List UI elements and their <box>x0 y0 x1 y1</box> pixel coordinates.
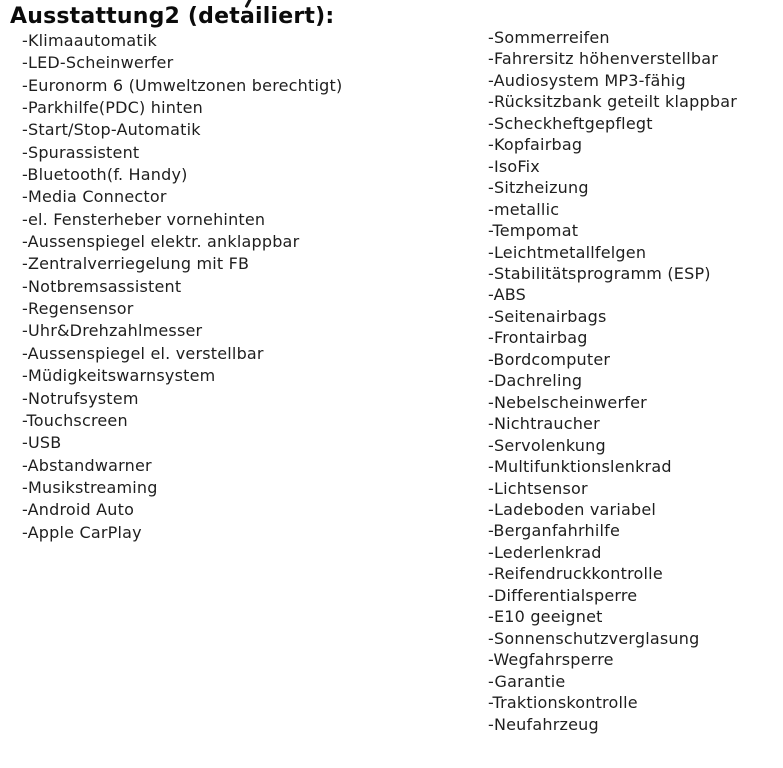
equipment-list-left <box>22 30 342 544</box>
equipment-item: -Parkhilfe(PDC) hinten <box>22 98 203 118</box>
equipment-item: -Fahrersitz höhenverstellbar <box>488 49 719 69</box>
equipment-item: -Sommerreifen <box>488 28 610 47</box>
equipment-item: -Frontairbag <box>488 328 588 348</box>
equipment-item: -Lederlenkrad <box>488 542 602 562</box>
equipment-item: -Differentialsperre <box>488 585 638 605</box>
equipment-item: -Notrufsystem <box>22 388 139 408</box>
equipment-item: -Nebelscheinwerfer <box>488 392 647 412</box>
equipment-item: -Sonnenschutzverglasung <box>488 628 700 648</box>
equipment-item: -Müdigkeitswarnsystem <box>22 366 216 386</box>
equipment-item: -Rücksitzbank geteilt klappbar <box>488 92 738 112</box>
equipment-item: -ABS <box>488 285 527 305</box>
equipment-item: -Reifendruckkontrolle <box>488 564 663 584</box>
equipment-item: -Nichtraucher <box>488 414 600 434</box>
equipment-item: -IsoFix <box>488 156 540 176</box>
equipment-item: -Berganfahrhilfe <box>488 521 621 541</box>
equipment-item: -Sitzheizung <box>488 178 589 198</box>
equipment-item: -Touchscreen <box>22 410 128 430</box>
equipment-item: -Zentralverriegelung mit FB <box>22 254 250 274</box>
equipment-item: -Kopfairbag <box>488 135 583 155</box>
equipment-item: -Aussenspiegel elektr. anklappbar <box>22 232 300 252</box>
equipment-item: -Musikstreaming <box>22 477 158 497</box>
equipment-item: -Apple CarPlay <box>22 522 142 542</box>
equipment-item: -Aussenspiegel el. verstellbar <box>22 343 264 363</box>
equipment-item: -Start/Stop-Automatik <box>22 120 201 140</box>
equipment-item: -Leichtmetallfelgen <box>488 242 647 262</box>
equipment-item: -Media Connector <box>22 187 167 207</box>
equipment-item: -Android Auto <box>22 500 135 520</box>
equipment-item: -Klimaautomatik <box>22 31 157 50</box>
equipment-item: -Ladeboden variabel <box>488 499 657 519</box>
equipment-item: -Neufahrzeug <box>488 714 599 734</box>
equipment-item: -Wegfahrsperre <box>488 650 614 670</box>
equipment-item: -Traktionskontrolle <box>488 693 638 713</box>
equipment-item: -Uhr&Drehzahlmesser <box>22 321 203 341</box>
page-title: Ausstattung2 (detailiert): <box>10 4 335 29</box>
equipment-item: -Spurassistent <box>22 142 140 162</box>
equipment-item: -Bordcomputer <box>488 349 611 369</box>
equipment-item: -LED-Scheinwerfer <box>22 53 174 73</box>
equipment-item: -Euronorm 6 (Umweltzonen berechtigt) <box>22 75 343 95</box>
equipment-list-right <box>488 27 737 735</box>
equipment-item: -Seitenairbags <box>488 306 607 326</box>
equipment-item: -Audiosystem MP3-fähig <box>488 70 686 90</box>
equipment-item: -Notbremsassistent <box>22 276 182 296</box>
equipment-item: -metallic <box>488 199 560 219</box>
equipment-item: -el. Fensterheber vornehinten <box>22 209 266 229</box>
equipment-item: -Scheckheftgepflegt <box>488 113 653 133</box>
equipment-item: -Abstandwarner <box>22 455 152 475</box>
equipment-item: -Bluetooth(f. Handy) <box>22 165 188 185</box>
equipment-item: -Garantie <box>488 671 566 691</box>
equipment-item: -Multifunktionslenkrad <box>488 457 672 477</box>
equipment-item: -Regensensor <box>22 299 134 319</box>
equipment-item: -Lichtsensor <box>488 478 588 498</box>
equipment-item: -USB <box>22 433 62 453</box>
equipment-item: -E10 geeignet <box>488 607 603 627</box>
equipment-item: -Servolenkung <box>488 435 606 455</box>
equipment-item: -Dachreling <box>488 371 583 391</box>
equipment-item: -Tempomat <box>488 221 579 241</box>
equipment-item: -Stabilitätsprogramm (ESP) <box>488 263 711 283</box>
